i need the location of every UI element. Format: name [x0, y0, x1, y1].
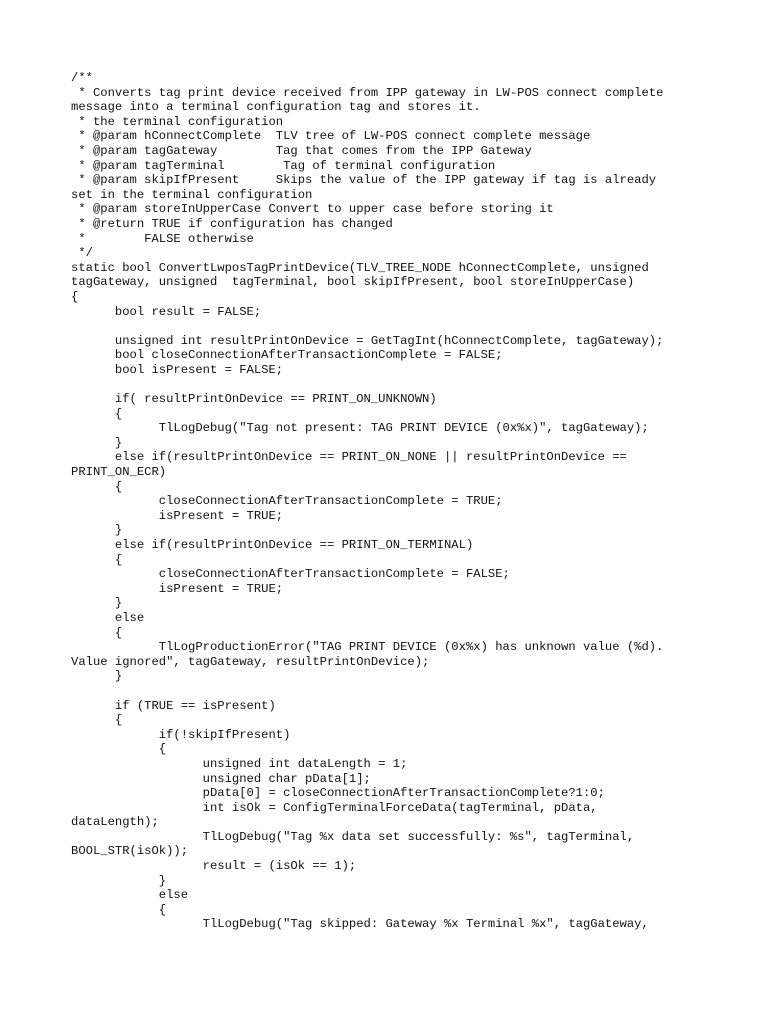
code-line: { — [71, 289, 79, 304]
code-line: bool isPresent = FALSE; — [71, 362, 284, 377]
code-line: } — [71, 669, 123, 684]
code-line: * Converts tag print device received from IPP gateway in LW-POS connect complete — [71, 85, 664, 100]
code-line: * @param tagGateway Tag that comes from the IPP Gateway — [71, 143, 532, 158]
code-line: PRINT_ON_ECR) — [71, 465, 167, 480]
code-line: bool result = FALSE; — [71, 304, 262, 319]
code-line — [71, 377, 761, 392]
code-line: */ — [71, 246, 93, 261]
code-line: unsigned char pData[1]; — [71, 771, 371, 786]
code-line: closeConnectionAfterTransactionComplete = FALSE; — [71, 567, 510, 582]
code-line: if (TRUE == isPresent) — [71, 698, 276, 713]
code-line: result = (isOk == 1); — [71, 859, 357, 874]
code-line: { — [71, 902, 167, 917]
code-line: unsigned int resultPrintOnDevice = GetTagInt(hConnectComplete, tagGateway); — [71, 333, 664, 348]
code-line: } — [71, 873, 167, 888]
code-line: unsigned int dataLength = 1; — [71, 756, 408, 771]
code-line: if( resultPrintOnDevice == PRINT_ON_UNKNOWN) — [71, 392, 437, 407]
code-line: dataLength); — [71, 815, 159, 830]
code-line: else if(resultPrintOnDevice == PRINT_ON_NONE || resultPrintOnDevice == — [71, 450, 627, 465]
code-line: tagGateway, unsigned tagTerminal, bool skipIfPresent, bool storeInUpperCase) — [71, 275, 635, 290]
code-line: { — [71, 742, 167, 757]
code-line: { — [71, 625, 123, 640]
code-line: * @param skipIfPresent Skips the value of the IPP gateway if tag is already — [71, 173, 657, 188]
code-line: } — [71, 596, 123, 611]
code-line: else if(resultPrintOnDevice == PRINT_ON_TERMINAL) — [71, 538, 474, 552]
code-line: message into a terminal configuration tag and stores it. — [71, 100, 481, 115]
code-line — [71, 319, 761, 334]
code-line: } — [71, 435, 123, 450]
code-line: else — [71, 888, 189, 903]
code-line: { — [71, 713, 123, 728]
code-line — [71, 684, 761, 699]
code-line: Value ignored", tagGateway, resultPrintOnDevice); — [71, 654, 430, 669]
code-line: * @param tagTerminal Tag of terminal configuration — [71, 158, 496, 173]
code-line: TlLogProductionError("TAG PRINT DEVICE (0x%x) has unknown value (%d). — [71, 640, 664, 655]
code-line: isPresent = TRUE; — [71, 508, 284, 523]
code-line: set in the terminal configuration — [71, 187, 313, 202]
code-line: { — [71, 406, 123, 421]
code-line: int isOk = ConfigTerminalForceData(tagTerminal, pData, — [71, 800, 598, 815]
code-line: if(!skipIfPresent) — [71, 727, 291, 742]
code-line: TlLogDebug("Tag not present: TAG PRINT DEVICE (0x%x)", tagGateway); — [71, 421, 649, 436]
code-line: isPresent = TRUE; — [71, 581, 284, 596]
code-line: * @param storeInUpperCase Convert to upper case before storing it — [71, 202, 554, 217]
code-line: * @return TRUE if configuration has changed — [71, 216, 393, 231]
code-line: /** — [71, 71, 93, 85]
code-line: closeConnectionAfterTransactionComplete = TRUE; — [71, 494, 503, 509]
code-line: TlLogDebug("Tag skipped: Gateway %x Terminal %x", tagGateway, — [71, 917, 649, 932]
code-line: static bool ConvertLwposTagPrintDevice(TLV_TREE_NODE hConnectComplete, unsigned — [71, 260, 649, 275]
code-line: } — [71, 523, 123, 538]
code-line: pData[0] = closeConnectionAfterTransactionComplete?1:0; — [71, 786, 605, 801]
code-line: else — [71, 610, 145, 625]
code-line: { — [71, 479, 123, 494]
code-line: * the terminal configuration — [71, 114, 284, 129]
document-page — [71, 71, 761, 932]
code-line: * FALSE otherwise — [71, 231, 254, 246]
code-line: { — [71, 552, 123, 567]
code-line: * @param hConnectComplete TLV tree of LW-POS connect complete message — [71, 129, 591, 144]
code-block — [71, 71, 761, 932]
code-line: BOOL_STR(isOk)); — [71, 844, 189, 859]
code-line: bool closeConnectionAfterTransactionComplete = FALSE; — [71, 348, 503, 363]
code-line: TlLogDebug("Tag %x data set successfully: %s", tagTerminal, — [71, 829, 635, 844]
